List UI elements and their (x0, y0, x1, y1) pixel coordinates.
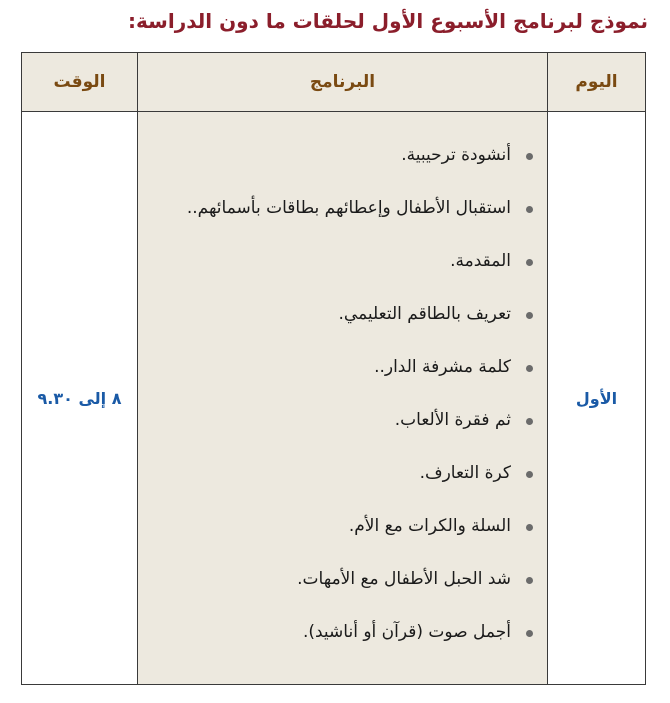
bullet-icon (526, 524, 533, 531)
list-item-text: شد الحبل الأطفال مع الأمهات. (297, 569, 511, 589)
page-title: نموذج لبرنامج الأسبوع الأول لحلقات ما دون الدراسة: (128, 9, 648, 33)
list-item (156, 511, 533, 542)
list-item-text: تعريف بالطاقم التعليمي. (338, 304, 511, 324)
list-item (156, 405, 533, 436)
list-item-text: السلة والكرات مع الأم. (348, 516, 511, 536)
bullet-icon (526, 259, 533, 266)
bullet-icon (526, 471, 533, 478)
list-item-text: كرة التعارف. (419, 463, 511, 483)
bullet-icon (526, 630, 533, 637)
day-cell: الأول (548, 112, 646, 685)
bullet-icon (526, 206, 533, 213)
list-item (156, 193, 533, 224)
list-item (156, 617, 533, 648)
list-item (156, 140, 533, 171)
time-cell: ٨ إلى ٩.٣٠ (22, 112, 138, 685)
list-item-text: كلمة مشرفة الدار.. (374, 357, 511, 377)
program-list (138, 126, 547, 648)
list-item-text: أنشودة ترحيبية. (401, 145, 511, 165)
list-item (156, 564, 533, 595)
bullet-icon (526, 312, 533, 319)
list-item-text: أجمل صوت (قرآن أو أناشيد). (302, 622, 511, 642)
list-item-text: استقبال الأطفال وإعطائهم بطاقات بأسمائهم.. (186, 198, 511, 218)
list-item (156, 458, 533, 489)
bullet-icon (526, 418, 533, 425)
list-item-text: المقدمة. (450, 251, 511, 271)
list-item (156, 299, 533, 330)
list-item-text: ثم فقرة الألعاب. (394, 410, 511, 430)
bullet-icon (526, 153, 533, 160)
header-program: البرنامج (138, 53, 548, 112)
list-item (156, 246, 533, 277)
program-table (21, 52, 646, 685)
table-header-row (22, 53, 646, 112)
program-cell (138, 112, 548, 685)
table-row (22, 112, 646, 685)
bullet-icon (526, 577, 533, 584)
header-time: الوقت (22, 53, 138, 112)
list-item (156, 352, 533, 383)
bullet-icon (526, 365, 533, 372)
header-day: اليوم (548, 53, 646, 112)
